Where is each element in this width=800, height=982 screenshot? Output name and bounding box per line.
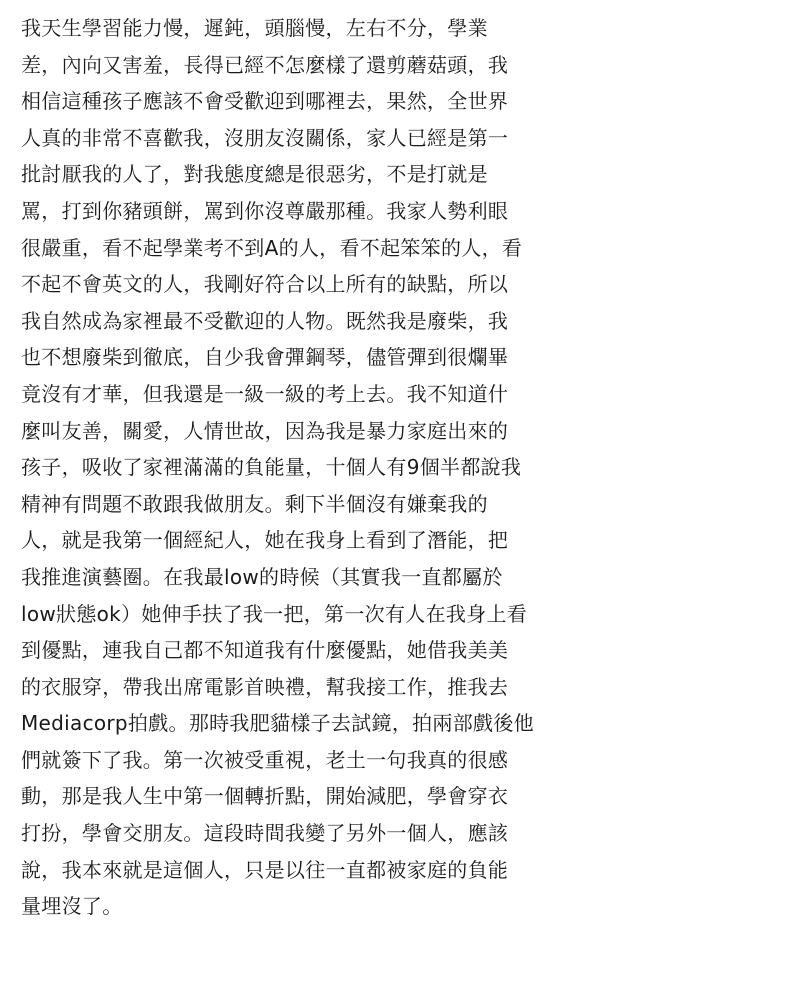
- text-line: Mediacorp拍戲。那時我肥貓樣子去試鏡，拍兩部戲後他: [21, 711, 534, 736]
- text-line: 批討厭我的人了，對我態度總是很惡劣，不是打就是: [21, 162, 488, 187]
- text-line: 量埋沒了。: [21, 894, 123, 919]
- text-line: 到優點，連我自己都不知道我有什麼優點，她借我美美: [21, 638, 509, 663]
- text-line: 人，就是我第一個經紀人，她在我身上看到了潛能，把: [21, 528, 509, 553]
- text-line: 孩子，吸收了家裡滿滿的負能量，十個人有9個半都說我: [21, 455, 522, 480]
- text-line: 的衣服穿，帶我出席電影首映禮，幫我接工作，推我去: [21, 674, 509, 699]
- text-line: 麼叫友善，關愛，人情世故，因為我是暴力家庭出來的: [21, 418, 509, 443]
- text-line: 很嚴重，看不起學業考不到A的人，看不起笨笨的人，看: [21, 235, 523, 260]
- text-line: 我推進演藝圈。在我最low的時候（其實我一直都屬於: [21, 564, 503, 589]
- text-line: 差，內向又害羞，長得已經不怎麼樣了還剪蘑菇頭，我: [21, 52, 509, 77]
- text-line: low狀態ok）她伸手扶了我一把，第一次有人在我身上看: [21, 601, 528, 626]
- text-line: 動，那是我人生中第一個轉折點，開始減肥，學會穿衣: [21, 784, 509, 809]
- text-line: 人真的非常不喜歡我，沒朋友沒關係，家人已經是第一: [21, 125, 509, 150]
- text-line: 們就簽下了我。第一次被受重視，老土一句我真的很感: [21, 747, 509, 772]
- text-line: 打扮，學會交朋友。這段時間我變了另外一個人，應該: [21, 821, 509, 846]
- text-line: 相信這種孩子應該不會受歡迎到哪裡去，果然，全世界: [21, 89, 509, 114]
- text-line: 我自然成為家裡最不受歡迎的人物。既然我是廢柴，我: [21, 308, 509, 333]
- text-line: 精神有問題不敢跟我做朋友。剩下半個沒有嫌棄我的: [21, 491, 488, 516]
- text-line: 竟沒有才華，但我還是一級一級的考上去。我不知道什: [21, 381, 509, 406]
- text-line: 不起不會英文的人，我剛好符合以上所有的缺點，所以: [21, 272, 509, 297]
- text-line: 說，我本來就是這個人，只是以往一直都被家庭的負能: [21, 857, 509, 882]
- text-line: 也不想廢柴到徹底，自少我會彈鋼琴，儘管彈到很爛畢: [21, 345, 509, 370]
- text-line: 我天生學習能力慢，遲鈍，頭腦慢，左右不分，學業: [21, 16, 488, 40]
- text-line: 罵，打到你豬頭餅，罵到你沒尊嚴那種。我家人勢利眼: [21, 198, 509, 223]
- body-text: [21, 10, 796, 925]
